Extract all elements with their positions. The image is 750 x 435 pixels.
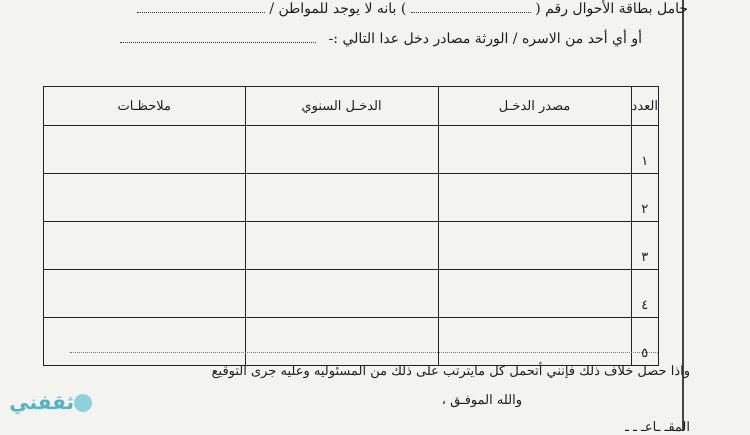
- notes-cell: [44, 174, 246, 222]
- dotted-separator: [70, 352, 658, 353]
- family-income-line: [120, 30, 642, 47]
- id-card-label: حامل بطاقة الأحوال رقم (: [535, 1, 688, 17]
- row-number: ٢: [631, 174, 658, 222]
- family-income-label: أو أي أحد من الاسره / الورثة مصادر دخل عدا التالي :-: [328, 31, 642, 47]
- header-notes: ملاحظـات: [44, 87, 246, 126]
- sign-off: والله الموفـق ،: [441, 393, 522, 408]
- header-count: العدد: [631, 87, 658, 126]
- globe-icon: [74, 394, 92, 412]
- income-table: [43, 86, 659, 366]
- row-number: ٣: [631, 222, 658, 270]
- row-number: ١: [631, 126, 658, 174]
- liability-statement: واذا حصل خلاف ذلك فإنني أتحمل كل مايترتب على ذلك من المسئوليه وعليه جرى التوقيع: [211, 364, 690, 379]
- income-source-cell: [438, 318, 631, 366]
- table-row: [44, 318, 659, 366]
- footer-partial-text: المقـ ـاعـ ـ ـ: [625, 420, 690, 435]
- row-number: ٤: [631, 270, 658, 318]
- citizen-name-blank: [137, 0, 265, 13]
- header-income-source: مصدر الدخـل: [438, 87, 631, 126]
- annual-income-cell: [245, 270, 438, 318]
- watermark-logo: [4, 388, 96, 422]
- notes-cell: [44, 318, 246, 366]
- id-number-blank: [411, 0, 531, 13]
- annual-income-cell: [245, 222, 438, 270]
- table-row: [44, 126, 659, 174]
- table-header-row: [44, 87, 659, 126]
- income-source-cell: [438, 222, 631, 270]
- table-row: [44, 270, 659, 318]
- income-source-cell: [438, 126, 631, 174]
- no-income-statement: ) بانه لا يوجد للمواطن /: [269, 1, 407, 17]
- family-income-blank: [120, 30, 316, 43]
- header-annual-income: الدخـل السنوي: [245, 87, 438, 126]
- table-row: [44, 222, 659, 270]
- income-source-cell: [438, 270, 631, 318]
- annual-income-cell: [245, 174, 438, 222]
- income-source-cell: [438, 174, 631, 222]
- annual-income-cell: [245, 126, 438, 174]
- annual-income-cell: [245, 318, 438, 366]
- notes-cell: [44, 126, 246, 174]
- notes-cell: [44, 222, 246, 270]
- watermark-text: ثقفني: [9, 390, 74, 414]
- citizen-id-line: [137, 0, 688, 17]
- row-number: ٥: [631, 318, 658, 366]
- table-row: [44, 174, 659, 222]
- notes-cell: [44, 270, 246, 318]
